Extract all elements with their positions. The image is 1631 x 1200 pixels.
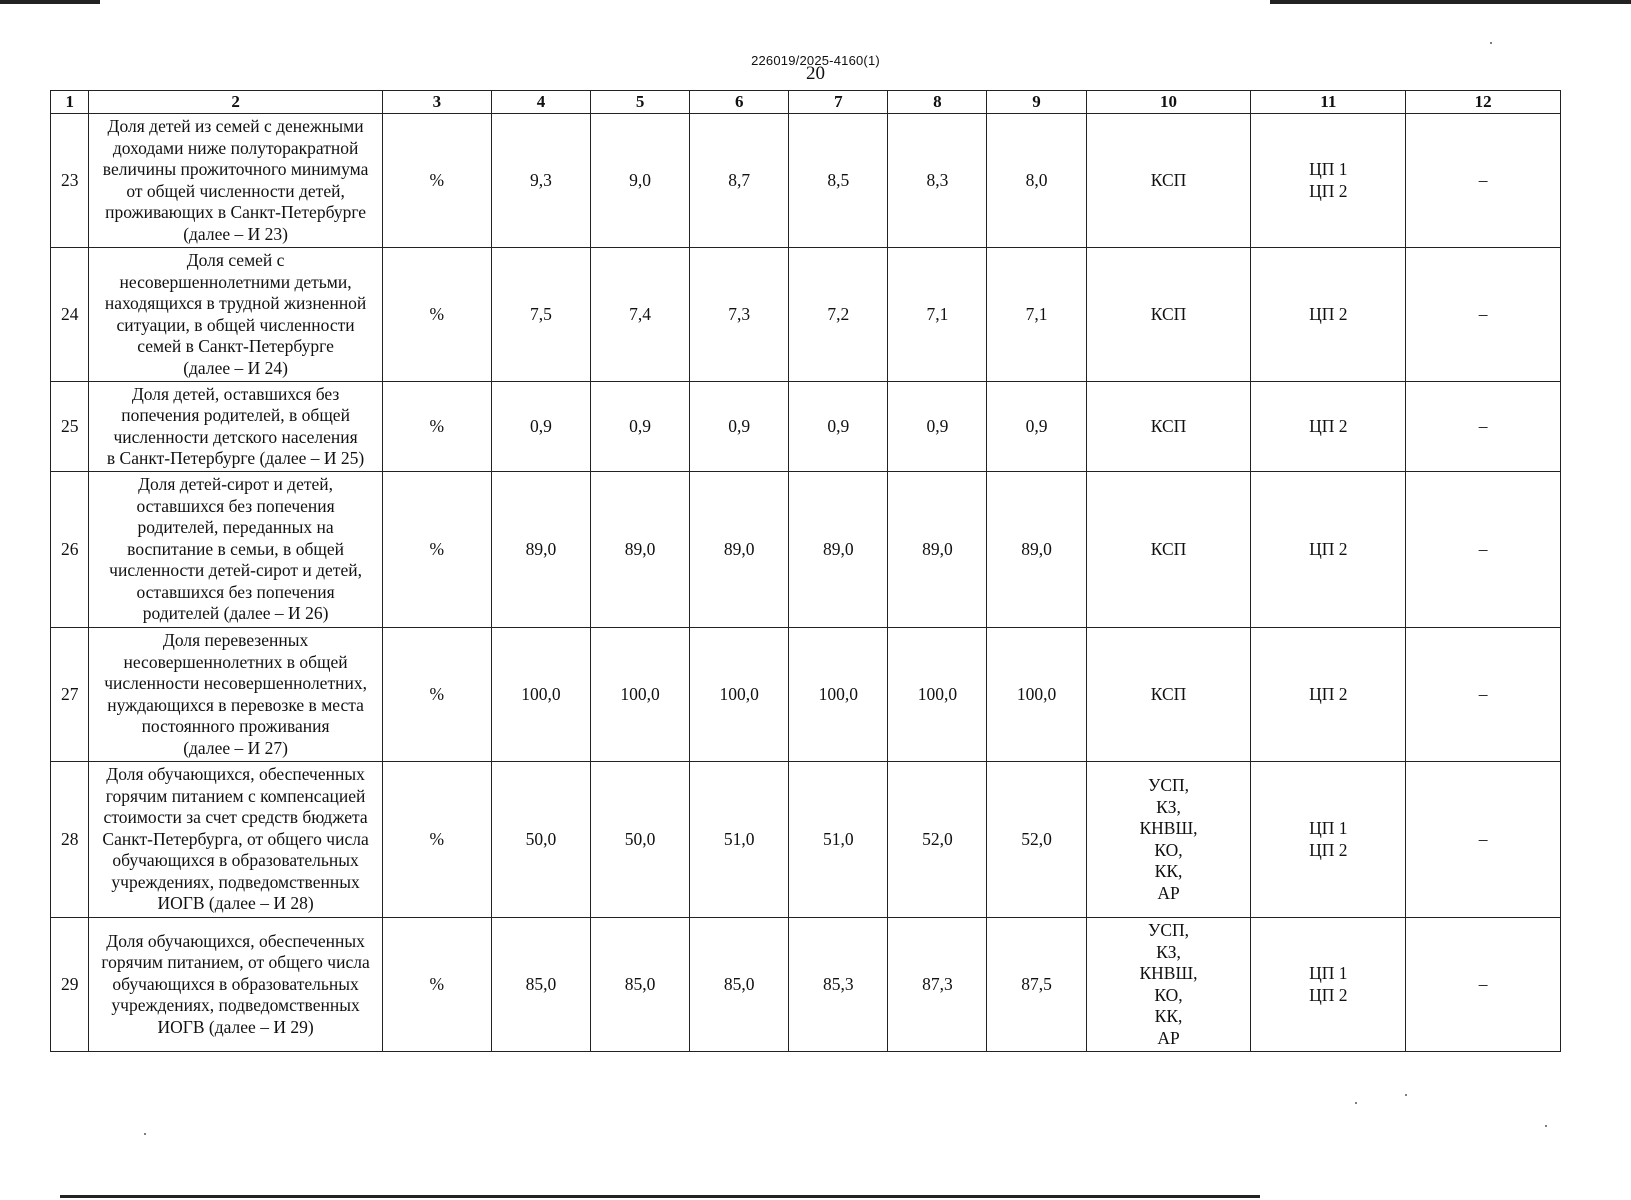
programs-cell: ЦП 2	[1251, 472, 1406, 628]
column-header: 2	[89, 91, 382, 114]
column-header: 8	[888, 91, 987, 114]
note-cell: –	[1406, 382, 1561, 472]
value-cell: 0,9	[491, 382, 590, 472]
table-row	[51, 918, 1561, 1052]
value-cell: 52,0	[888, 762, 987, 918]
value-cell: 50,0	[591, 762, 690, 918]
value-cell: 89,0	[987, 472, 1086, 628]
column-header: 11	[1251, 91, 1406, 114]
value-cell: 100,0	[690, 628, 789, 762]
value-cell: 0,9	[888, 382, 987, 472]
value-cell: 85,0	[491, 918, 590, 1052]
column-header: 7	[789, 91, 888, 114]
value-cell: 100,0	[888, 628, 987, 762]
note-cell: –	[1406, 762, 1561, 918]
responsible-cell: УСП, КЗ, КНВШ, КО, КК, АР	[1086, 918, 1251, 1052]
programs-cell: ЦП 2	[1251, 628, 1406, 762]
value-cell: 8,5	[789, 114, 888, 248]
column-header: 1	[51, 91, 89, 114]
value-cell: 7,5	[491, 248, 590, 382]
value-cell: 100,0	[591, 628, 690, 762]
value-cell: 7,1	[987, 248, 1086, 382]
value-cell: 85,3	[789, 918, 888, 1052]
responsible-cell: КСП	[1086, 472, 1251, 628]
unit-cell: %	[382, 248, 491, 382]
value-cell: 89,0	[789, 472, 888, 628]
value-cell: 51,0	[789, 762, 888, 918]
value-cell: 8,3	[888, 114, 987, 248]
top-edge-rule-right	[1270, 0, 1631, 4]
value-cell: 8,7	[690, 114, 789, 248]
value-cell: 89,0	[690, 472, 789, 628]
value-cell: 52,0	[987, 762, 1086, 918]
column-header: 3	[382, 91, 491, 114]
value-cell: 89,0	[888, 472, 987, 628]
value-cell: 100,0	[491, 628, 590, 762]
column-header: 12	[1406, 91, 1561, 114]
responsible-cell: УСП, КЗ, КНВШ, КО, КК, АР	[1086, 762, 1251, 918]
row-number: 25	[51, 382, 89, 472]
note-cell: –	[1406, 918, 1561, 1052]
column-header: 6	[690, 91, 789, 114]
document-registration-number: 226019/2025-4160(1)	[751, 53, 880, 68]
note-cell: –	[1406, 248, 1561, 382]
column-header: 4	[491, 91, 590, 114]
indicators-table	[50, 90, 1561, 1052]
indicator-name: Доля перевезенных несовершеннолетних в общей численности несовершеннолетних, нуждающихся в перевозке в места постоянного проживания (далее – И 27)	[89, 628, 382, 762]
value-cell: 7,2	[789, 248, 888, 382]
page-number: 20	[806, 63, 825, 84]
value-cell: 7,4	[591, 248, 690, 382]
value-cell: 85,0	[591, 918, 690, 1052]
indicator-name: Доля семей с несовершеннолетними детьми, находящихся в трудной жизненной ситуации, в общей численности семей в Санкт-Петербурге (далее – И 24)	[89, 248, 382, 382]
programs-cell: ЦП 2	[1251, 248, 1406, 382]
indicator-name: Доля детей, оставшихся без попечения родителей, в общей численности детского населения в Санкт-Петербурге (далее – И 25)	[89, 382, 382, 472]
value-cell: 0,9	[789, 382, 888, 472]
scan-speck	[1490, 42, 1492, 44]
scan-speck	[144, 1133, 146, 1135]
value-cell: 100,0	[987, 628, 1086, 762]
indicator-name: Доля обучающихся, обеспеченных горячим питанием, от общего числа обучающихся в образовательных учреждениях, подведомственных ИОГВ (далее – И 29)	[89, 918, 382, 1052]
table-row	[51, 628, 1561, 762]
value-cell: 9,3	[491, 114, 590, 248]
table-row	[51, 114, 1561, 248]
column-header: 5	[591, 91, 690, 114]
indicator-name: Доля детей-сирот и детей, оставшихся без попечения родителей, переданных на воспитание в семьи, в общей численности детей-сирот и детей, оставшихся без попечения родителей (далее – И 26)	[89, 472, 382, 628]
unit-cell: %	[382, 472, 491, 628]
indicator-name: Доля детей из семей с денежными доходами ниже полуторакратной величины прожиточного минимума от общей численности детей, проживающих в Санкт-Петербурге (далее – И 23)	[89, 114, 382, 248]
value-cell: 87,5	[987, 918, 1086, 1052]
top-edge-rule-left	[0, 0, 100, 4]
programs-cell: ЦП 1 ЦП 2	[1251, 918, 1406, 1052]
responsible-cell: КСП	[1086, 114, 1251, 248]
column-header: 10	[1086, 91, 1251, 114]
row-number: 28	[51, 762, 89, 918]
note-cell: –	[1406, 472, 1561, 628]
indicator-name: Доля обучающихся, обеспеченных горячим питанием с компенсацией стоимости за счет средств бюджета Санкт-Петербурга, от общего числа обучающихся в образовательных учреждениях, подведомственных ИОГВ (далее – И 28)	[89, 762, 382, 918]
value-cell: 7,3	[690, 248, 789, 382]
value-cell: 100,0	[789, 628, 888, 762]
value-cell: 51,0	[690, 762, 789, 918]
table-header-row	[51, 91, 1561, 114]
value-cell: 89,0	[491, 472, 590, 628]
table-row	[51, 762, 1561, 918]
unit-cell: %	[382, 114, 491, 248]
note-cell: –	[1406, 114, 1561, 248]
unit-cell: %	[382, 762, 491, 918]
value-cell: 0,9	[591, 382, 690, 472]
value-cell: 0,9	[690, 382, 789, 472]
row-number: 29	[51, 918, 89, 1052]
programs-cell: ЦП 2	[1251, 382, 1406, 472]
programs-cell: ЦП 1 ЦП 2	[1251, 114, 1406, 248]
unit-cell: %	[382, 628, 491, 762]
unit-cell: %	[382, 382, 491, 472]
responsible-cell: КСП	[1086, 628, 1251, 762]
value-cell: 0,9	[987, 382, 1086, 472]
value-cell: 7,1	[888, 248, 987, 382]
scan-speck	[1545, 1125, 1547, 1127]
column-header: 9	[987, 91, 1086, 114]
responsible-cell: КСП	[1086, 382, 1251, 472]
value-cell: 87,3	[888, 918, 987, 1052]
note-cell: –	[1406, 628, 1561, 762]
row-number: 23	[51, 114, 89, 248]
value-cell: 89,0	[591, 472, 690, 628]
table-row	[51, 472, 1561, 628]
scan-speck	[1355, 1102, 1357, 1104]
value-cell: 8,0	[987, 114, 1086, 248]
scan-speck	[1405, 1094, 1407, 1096]
responsible-cell: КСП	[1086, 248, 1251, 382]
row-number: 24	[51, 248, 89, 382]
value-cell: 85,0	[690, 918, 789, 1052]
row-number: 27	[51, 628, 89, 762]
unit-cell: %	[382, 918, 491, 1052]
value-cell: 9,0	[591, 114, 690, 248]
programs-cell: ЦП 1 ЦП 2	[1251, 762, 1406, 918]
bottom-edge-rule	[60, 1195, 1260, 1198]
table-row	[51, 248, 1561, 382]
table-row	[51, 382, 1561, 472]
value-cell: 50,0	[491, 762, 590, 918]
row-number: 26	[51, 472, 89, 628]
